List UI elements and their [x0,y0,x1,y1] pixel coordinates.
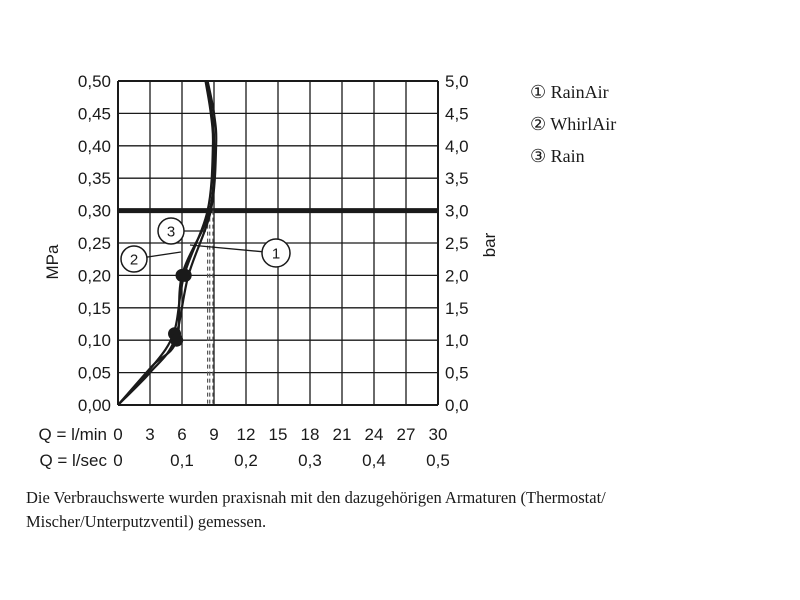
y-tick-label-left: 0,20 [77,266,111,286]
y-tick-label-right: 5,0 [445,72,469,91]
x-tick-label-lsec: 0,2 [234,451,258,470]
legend-entry-rainair: ① RainAir [530,82,609,102]
y-axis-title-right: bar [480,232,499,258]
callout-leader-rainair [190,245,262,252]
legend-entry-whirlair: ② WhirlAir [530,114,617,134]
x-tick-label-lmin: 30 [428,425,448,444]
x-tick-label-lmin: 12 [236,425,256,444]
y-tick-label-right: 0,5 [445,363,469,383]
footnote: Die Verbrauchswerte wurden praxisnah mit den dazugehörigen Armaturen (Thermostat/ Mischer/Unterputzventil) gemessen. [26,488,606,531]
x-tick-label-lmin: 27 [396,425,416,444]
data-point-marker [179,269,192,282]
x-tick-label-lmin: 21 [332,425,352,444]
x-axis-prefix-lmin: Q = l/min [38,425,107,444]
y-tick-label-right: 1,5 [445,298,469,318]
legend-entry-rain: ③ Rain [530,146,585,166]
y-tick-label-right: 3,5 [445,169,469,189]
x-tick-label-lsec: 0 [113,451,123,470]
x-tick-label-lmin: 15 [268,425,288,444]
x-tick-label-lsec: 0,5 [426,451,450,470]
y-tick-label-left: 0,05 [77,363,111,383]
y-tick-label-right: 4,5 [445,104,469,124]
y-tick-label-right: 2,5 [445,234,469,253]
legend [530,82,616,166]
y-tick-label-left: 0,15 [77,298,111,318]
x-tick-label-lsec: 0,4 [362,451,386,470]
x-tick-label-lmin: 24 [364,425,384,444]
x-tick-label-lmin: 3 [145,425,155,444]
y-tick-label-right: 4,0 [445,136,469,156]
data-point-marker [170,334,183,347]
y-tick-label-left: 0,30 [77,201,111,221]
x-tick-label-lmin: 0 [113,425,123,444]
x-tick-label-lsec: 0,3 [298,451,322,470]
y-tick-label-left: 0,50 [77,72,111,91]
callout-number-whirlair: 2 [129,251,139,269]
y-tick-label-right: 2,0 [445,266,469,286]
y-tick-label-right: 3,0 [445,201,469,221]
y-tick-label-left: 0,40 [77,136,111,156]
x-tick-label-lmin: 9 [209,425,219,444]
x-axis-prefix-lsec: Q = l/sec [39,451,107,470]
tick-labels [39,72,469,470]
y-tick-label-right: 1,0 [445,331,469,351]
y-tick-label-left: 0,45 [77,104,111,124]
y-tick-label-left: 0,35 [77,169,111,189]
y-tick-label-right: 0,0 [445,396,469,415]
callout-leader-whirlair [147,252,181,257]
x-tick-label-lmin: 18 [300,425,320,444]
y-tick-label-left: 0,25 [77,234,111,253]
y-tick-label-left: 0,00 [77,396,111,415]
callout-number-rain: 3 [166,223,176,241]
callout-number-rainair: 1 [271,245,281,263]
x-tick-label-lmin: 6 [177,425,187,444]
y-axis-title-left: MPa [43,244,62,280]
y-tick-label-left: 0,10 [77,331,111,351]
x-tick-label-lsec: 0,1 [170,451,194,470]
